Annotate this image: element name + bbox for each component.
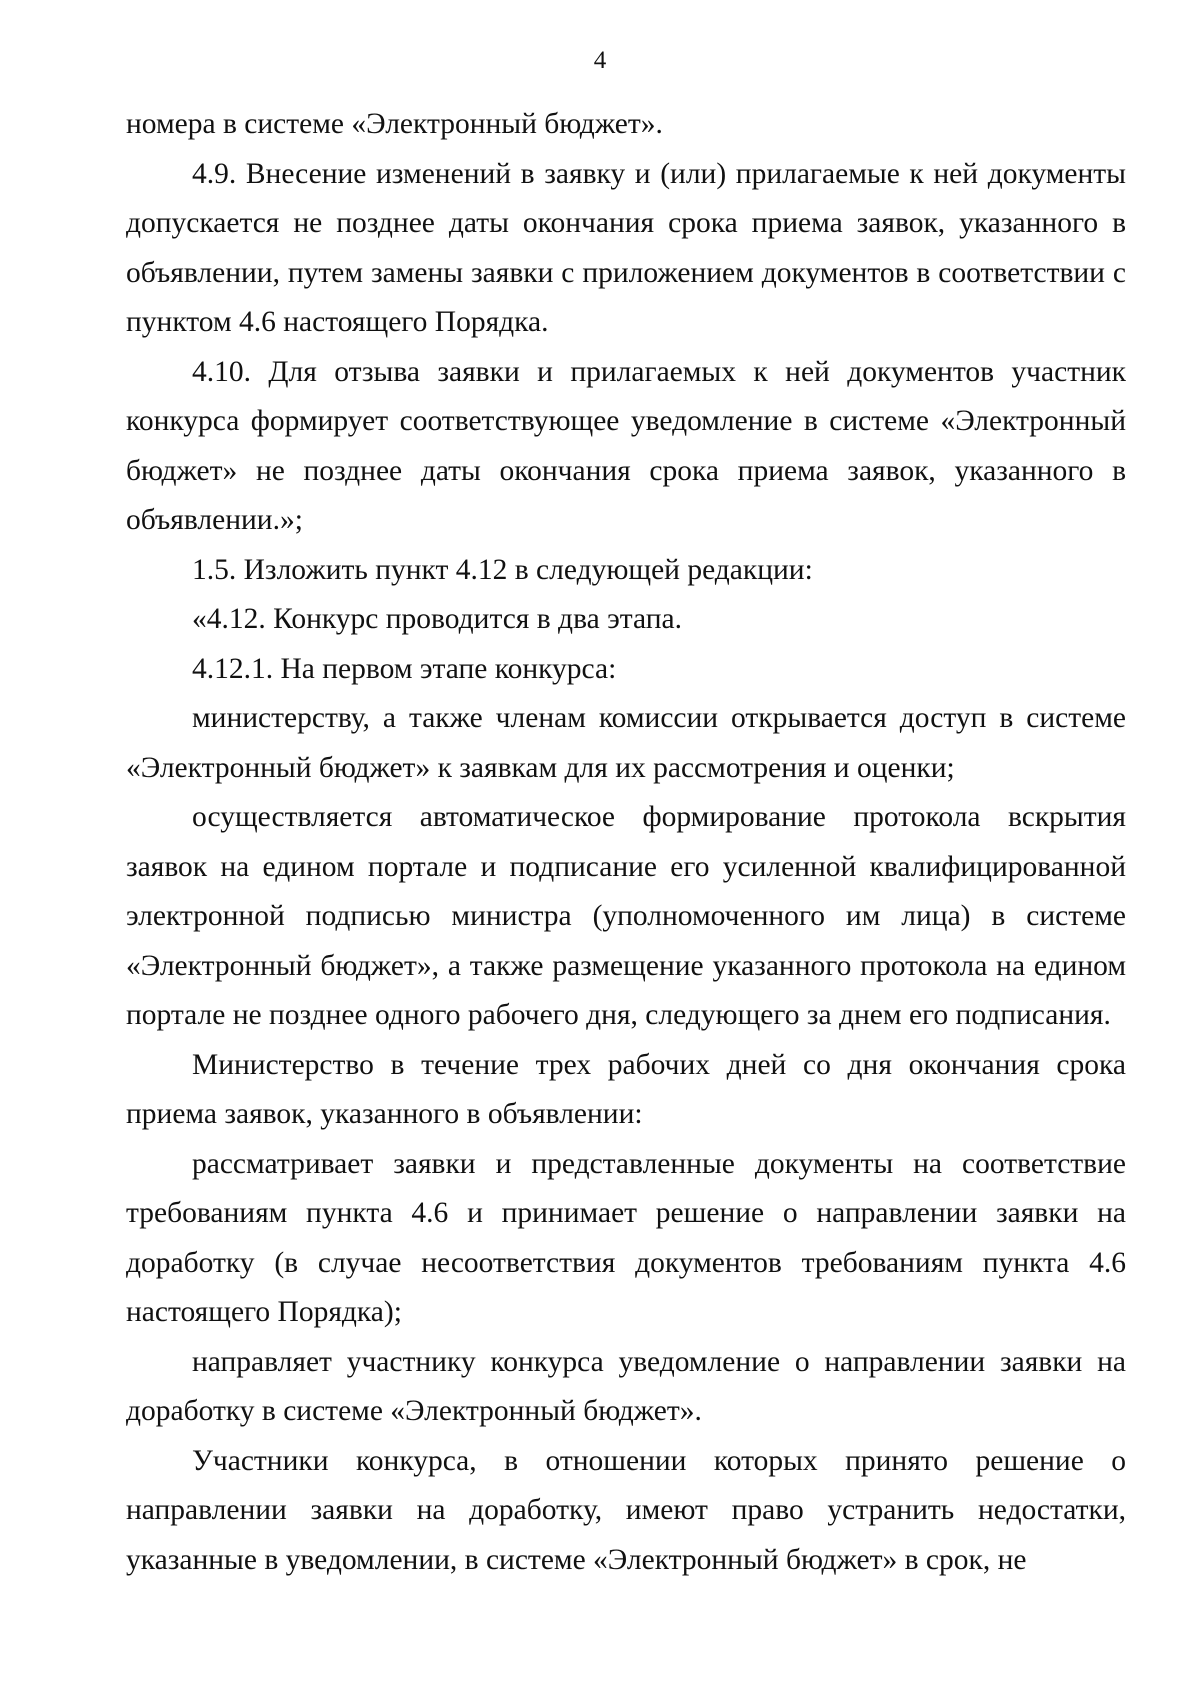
paragraph-continuation: номера в системе «Электронный бюджет». — [126, 108, 663, 140]
paragraph-4-9: 4.9. Внесение изменений в заявку и (или) прилагаемые к ней документы допускается не позднее даты окончания срока приема заявок, указанного в объявлении, путем замены заявки с приложением документов в соответствии с пунктом 4.6 настоящего Порядка. — [126, 157, 1126, 338]
paragraph-considers: рассматривает заявки и представленные документы на соответствие требованиям пункта 4.6 и принимает решение о направлении заявки на доработку (в случае несоответствия документов требованиям пункта 4.6 настоящего Порядка); — [126, 1147, 1126, 1328]
paragraph-protocol: осуществляется автоматическое формирование протокола вскрытия заявок на едином портале и подписание его усиленной квалифицированной электронной подписью министра (уполномоченного им лица) в системе «Электронный бюджет», а также размещение указанного протокола на едином портале не позднее одного рабочего дня, следующего за днем его подписания. — [126, 801, 1126, 1031]
paragraph-4-12: «4.12. Конкурс проводится в два этапа. — [192, 603, 682, 635]
page-number: 4 — [593, 47, 607, 74]
paragraph-participants: Участники конкурса, в отношении которых принято решение о направлении заявки на доработку, имеют право устранить недостатки, указанные в уведомлении, в системе «Электронный бюджет» в срок, не — [126, 1444, 1126, 1576]
paragraph-4-12-1: 4.12.1. На первом этапе конкурса: — [192, 652, 617, 685]
paragraph-sends-notice: направляет участнику конкурса уведомление о направлении заявки на доработку в системе «Электронный бюджет». — [126, 1345, 1126, 1427]
paragraph-ministry-review: Министерство в течение трех рабочих дней со дня окончания срока приема заявок, указанного в объявлении: — [126, 1048, 1126, 1130]
paragraph-ministry-access: министерству, а также членам комиссии открывается доступ в системе «Электронный бюджет» к заявкам для их рассмотрения и оценки; — [126, 702, 1126, 784]
paragraph-1-5: 1.5. Изложить пункт 4.12 в следующей редакции: — [192, 553, 813, 586]
paragraph-4-10: 4.10. Для отзыва заявки и прилагаемых к ней документов участник конкурса формирует соответствующее уведомление в системе «Электронный бюджет» не позднее даты окончания срока приема заявок, указанного в объявлении.»; — [126, 355, 1126, 536]
document-body — [126, 100, 1126, 1585]
